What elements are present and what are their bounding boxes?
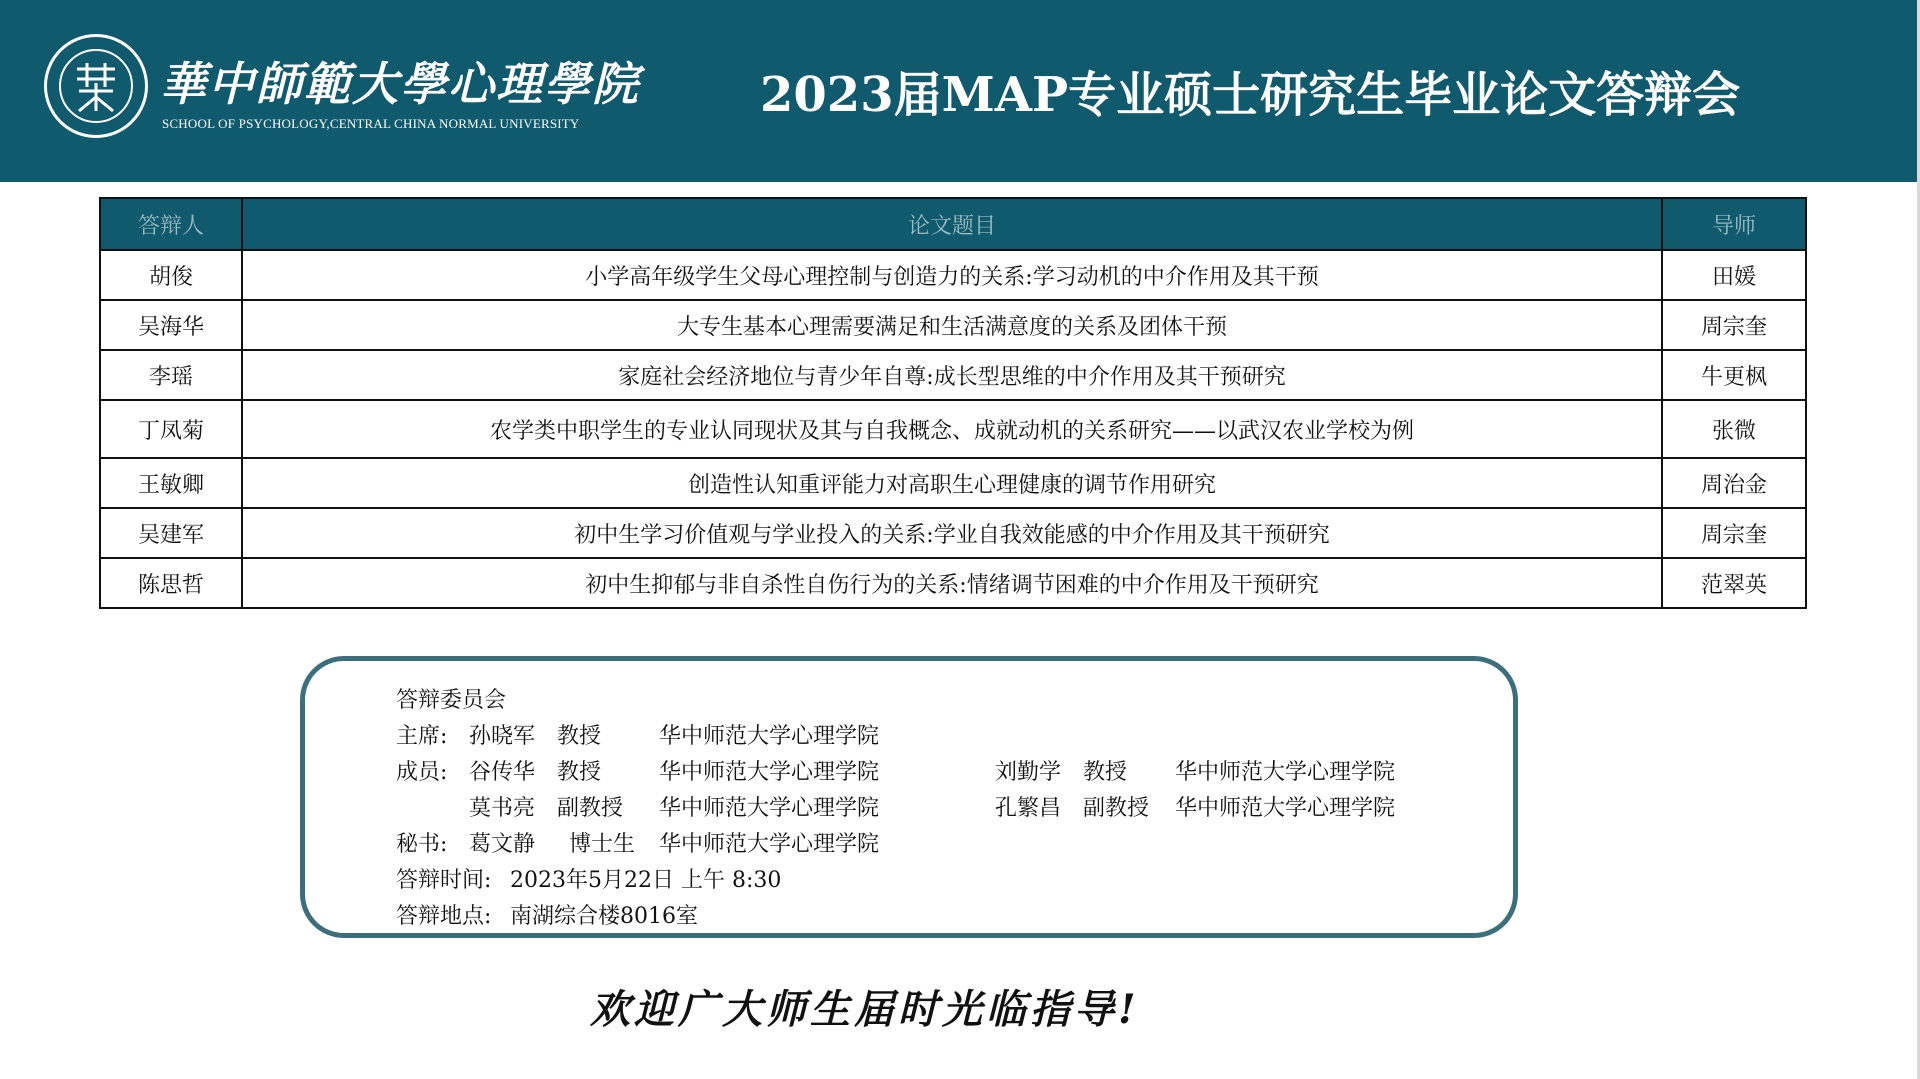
members-label: 成员: [396,760,448,785]
table-row [100,300,1806,350]
table-row [100,250,1806,300]
member-name: 刘勤学 [995,760,1062,785]
member-affiliation: 华中师范大学心理学院 [659,760,880,785]
student-cell: 陈思哲 [100,558,242,608]
secretary-name: 葛文静 [469,832,536,857]
member-name: 谷传华 [469,760,536,785]
advisor-cell: 周宗奎 [1662,508,1806,558]
committee-heading: 答辩委员会 [396,688,507,713]
member-name: 孔繁昌 [995,796,1062,821]
committee-box [300,656,1518,938]
member-affiliation: 华中师范大学心理学院 [659,796,880,821]
advisor-cell: 周治金 [1662,458,1806,508]
advisor-cell: 周宗奎 [1662,300,1806,350]
advisor-cell: 田媛 [1662,250,1806,300]
member-title: 教授 [557,760,602,785]
table-row [100,458,1806,508]
student-cell: 吴海华 [100,300,242,350]
student-cell: 王敏卿 [100,458,242,508]
member-name: 莫书亮 [469,796,536,821]
student-cell: 吴建军 [100,508,242,558]
secretary-label: 秘书: [396,832,448,857]
member-title: 教授 [1083,760,1128,785]
header-banner [0,0,1917,182]
advisor-cell: 范翠英 [1662,558,1806,608]
school-name-cn: 華中師範大學心理學院 [160,57,640,111]
member-affiliation: 华中师范大学心理学院 [1175,760,1396,785]
topic-cell: 初中生学习价值观与学业投入的关系:学业自我效能感的中介作用及其干预研究 [242,508,1662,558]
student-cell: 胡俊 [100,250,242,300]
table-row [100,350,1806,400]
topic-cell: 初中生抑郁与非自杀性自伤行为的关系:情绪调节困难的中介作用及干预研究 [242,558,1662,608]
defense-place-label: 答辩地点: [396,904,492,929]
logo-emblem-icon [73,61,119,113]
column-header-student: 答辩人 [100,198,242,250]
defense-schedule-table [99,197,1807,609]
topic-cell: 农学类中职学生的专业认同现状及其与自我概念、成就动机的关系研究——以武汉农业学校为例 [242,400,1662,458]
topic-cell: 家庭社会经济地位与青少年自尊:成长型思维的中介作用及其干预研究 [242,350,1662,400]
student-cell: 丁凤菊 [100,400,242,458]
advisor-cell: 张微 [1662,400,1806,458]
table-row [100,400,1806,458]
table-header-row [100,198,1806,250]
topic-cell: 大专生基本心理需要满足和生活满意度的关系及团体干预 [242,300,1662,350]
school-name-en: SCHOOL OF PSYCHOLOGY,CENTRAL CHINA NORMAL UNIVERSITY [162,116,580,131]
defense-time-label: 答辩时间: [396,868,492,893]
chair-label: 主席: [396,724,448,749]
chair-affiliation: 华中师范大学心理学院 [659,724,880,749]
member-title: 副教授 [557,796,624,821]
student-cell: 李瑶 [100,350,242,400]
advisor-cell: 牛更枫 [1662,350,1806,400]
chair-name: 孙晓军 [469,724,536,749]
welcome-message: 欢迎广大师生届时光临指导! [590,986,1140,1033]
topic-cell: 创造性认知重评能力对高职生心理健康的调节作用研究 [242,458,1662,508]
table-row [100,508,1806,558]
table-row [100,558,1806,608]
defense-place: 南湖综合楼8016室 [510,904,698,929]
member-title: 副教授 [1083,796,1150,821]
column-header-advisor: 导师 [1662,198,1806,250]
page-title: 2023届MAP专业硕士研究生毕业论文答辩会 [760,67,1741,123]
university-logo [44,34,148,138]
secretary-title: 博士生 [569,832,636,857]
defense-time: 2023年5月22日 上午 8:30 [510,868,782,893]
topic-cell: 小学高年级学生父母心理控制与创造力的关系:学习动机的中介作用及其干预 [242,250,1662,300]
member-affiliation: 华中师范大学心理学院 [1175,796,1396,821]
column-header-topic: 论文题目 [242,198,1662,250]
chair-title: 教授 [557,724,602,749]
secretary-affiliation: 华中师范大学心理学院 [659,832,880,857]
